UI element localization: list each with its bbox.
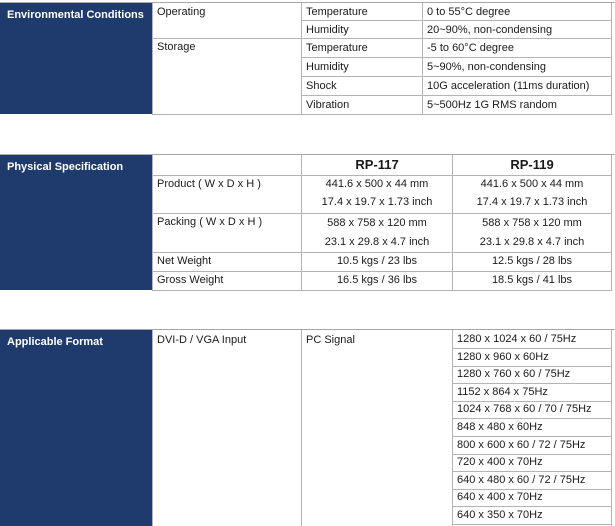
resolution-mode: 1024 x 768 x 60 / 70 / 75Hz [457,403,592,415]
resolution-row-line [452,454,612,455]
packing-rp119-inch: 23.1 x 29.8 x 4.7 inch [479,236,585,248]
product-rp119-mm: 441.6 x 500 x 44 mm [480,178,584,190]
model-rp117-heading: RP-117 [355,157,399,172]
env-row-line [301,57,612,58]
packing-rp119-mm: 588 x 758 x 120 mm [482,217,582,229]
resolution-mode: 1280 x 960 x 60Hz [457,351,549,363]
op-hum-label: Humidity [306,24,349,36]
phys-row-line [152,271,612,272]
model-rp119-heading: RP-119 [510,157,554,172]
gross-weight-rp119: 18.5 kgs / 41 lbs [491,274,573,286]
resolution-mode: 1280 x 1024 x 60 / 75Hz [457,333,577,345]
vibration-label: Vibration [306,99,350,111]
product-label: Product ( W x D x H ) [157,178,261,190]
op-hum-value: 20~90%, non-condensing [427,24,553,36]
resolution-row-line [452,383,612,384]
format-divider [452,330,453,526]
resolution-row-line [452,506,612,507]
resolution-row-line [452,436,612,437]
resolution-mode: 640 x 480 x 60 / 72 / 75Hz [457,474,586,486]
gross-weight-label: Gross Weight [157,274,224,286]
env-row-line [152,38,612,39]
resolution-row-line [452,524,612,525]
resolution-row-line [452,471,612,472]
resolution-mode: 1280 x 760 x 60 / 75Hz [457,368,571,380]
resolution-row-line [452,401,612,402]
resolution-mode: 1152 x 864 x 75Hz [457,386,548,398]
env-divider [152,3,153,114]
resolution-mode: 848 x 480 x 60Hz [457,421,543,433]
op-temp-label: Temperature [306,6,368,18]
format-divider [611,330,612,526]
resolution-mode: 640 x 350 x 70Hz [457,509,543,521]
packing-rp117-inch: 23.1 x 29.8 x 4.7 inch [324,236,430,248]
env-row-line [301,20,612,21]
net-weight-rp117: 10.5 kgs / 23 lbs [336,255,418,267]
product-rp117-mm: 441.6 x 500 x 44 mm [325,178,429,190]
resolution-row-line [452,489,612,490]
env-row-line [152,114,612,115]
phys-row-line [152,290,612,291]
format-header: Applicable Format [0,330,152,526]
env-row-line [301,76,612,77]
st-hum-label: Humidity [306,61,349,73]
packing-label: Packing ( W x D x H ) [157,216,263,228]
resolution-row-line [452,418,612,419]
vibration-value: 5~500Hz 1G RMS random [427,99,557,111]
env-header: Environmental Conditions [0,3,152,114]
format-divider [301,330,302,526]
physical-header: Physical Specification [0,155,152,290]
resolution-mode: 720 x 400 x 70Hz [457,456,543,468]
shock-value: 10G acceleration (11ms duration) [427,80,590,92]
product-rp117-inch: 17.4 x 19.7 x 1.73 inch [321,196,433,208]
gross-weight-rp117: 16.5 kgs / 36 lbs [336,274,418,286]
resolution-row-line [452,348,612,349]
operating-label: Operating [157,6,206,18]
phys-row-line [152,213,612,214]
net-weight-label: Net Weight [157,255,212,267]
st-temp-value: -5 to 60°C degree [427,42,514,54]
phys-row-line [152,175,612,176]
resolution-mode: 800 x 600 x 60 / 72 / 75Hz [457,439,586,451]
format-divider [152,330,153,526]
phys-row-line [152,252,612,253]
packing-rp117-mm: 588 x 758 x 120 mm [327,217,427,229]
shock-label: Shock [306,80,337,92]
input-type: DVI-D / VGA Input [157,334,247,346]
net-weight-rp119: 12.5 kgs / 28 lbs [491,255,573,267]
resolution-mode: 640 x 400 x 70Hz [457,491,543,503]
st-hum-value: 5~90%, non-condensing [427,61,546,73]
resolution-row-line [452,366,612,367]
op-temp-value: 0 to 55°C degree [427,6,511,18]
storage-label: Storage [157,41,196,53]
product-rp119-inch: 17.4 x 19.7 x 1.73 inch [476,196,588,208]
env-row-line [301,95,612,96]
signal-type: PC Signal [306,334,355,346]
st-temp-label: Temperature [306,42,368,54]
